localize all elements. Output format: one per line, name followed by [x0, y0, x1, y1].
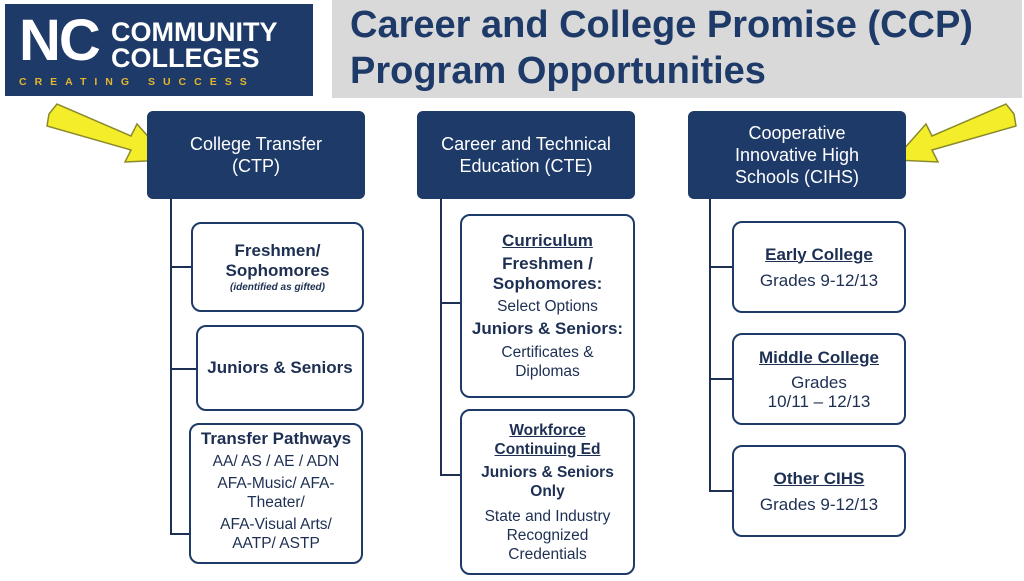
- box-subheading: Only: [530, 482, 565, 500]
- box-heading: Workforce: [509, 421, 586, 439]
- middle-college-box: [732, 333, 906, 425]
- header-line: Innovative High: [734, 145, 860, 165]
- other-cihs-box: [732, 445, 906, 537]
- page-title: [332, 0, 1022, 98]
- cte-header: [417, 111, 635, 199]
- box-line: State and Industry: [484, 507, 611, 525]
- connector-line: [440, 302, 462, 304]
- box-line: Credentials: [508, 545, 587, 563]
- header-line: (CTP): [231, 156, 280, 176]
- box-note: (identified as gifted): [230, 281, 325, 293]
- box-line: Select Options: [497, 298, 598, 315]
- header-line: College Transfer: [189, 134, 323, 154]
- curriculum-box: [460, 214, 635, 398]
- box-line: 10/11 – 12/13: [767, 391, 871, 411]
- box-line: Certificates &: [501, 344, 594, 361]
- box-line: Theater/: [247, 494, 305, 511]
- nc-community-colleges-logo: [5, 4, 313, 96]
- box-heading: Early College: [765, 244, 873, 264]
- logo-tagline: CREATING SUCCESS: [19, 76, 255, 88]
- transfer-pathways-box: [189, 423, 363, 564]
- box-subheading: Juniors & Seniors: [481, 463, 614, 481]
- connector-line: [170, 368, 196, 370]
- juniors-seniors-box: [196, 325, 364, 411]
- box-line: AATP/ ASTP: [232, 535, 320, 552]
- box-line: Grades 9-12/13: [759, 270, 879, 290]
- box-title: Transfer Pathways: [200, 429, 352, 448]
- box-line: AFA-Music/ AFA-: [217, 475, 335, 492]
- logo-nc: NC: [19, 8, 99, 73]
- box-title: Freshmen/: [234, 240, 321, 260]
- connector-line: [440, 199, 442, 475]
- connector-line: [709, 199, 711, 491]
- cihs-header: [688, 111, 906, 199]
- logo-community: COMMUNITY: [111, 17, 278, 47]
- connector-line: [170, 266, 192, 268]
- box-subheading: Sophomores:: [492, 274, 603, 293]
- logo-colleges: COLLEGES: [111, 43, 260, 73]
- box-line: Diplomas: [515, 363, 580, 380]
- college-transfer-header: [147, 111, 365, 199]
- connector-line: [709, 490, 733, 492]
- box-heading: Other CIHS: [773, 468, 865, 488]
- box-heading: Continuing Ed: [494, 440, 601, 458]
- connector-line: [170, 533, 190, 535]
- box-title: Juniors & Seniors: [207, 358, 353, 377]
- workforce-continuing-ed-box: [460, 409, 635, 575]
- box-subheading: Juniors & Seniors:: [471, 319, 624, 338]
- box-line: AFA-Visual Arts/: [220, 516, 332, 533]
- box-line: AA/ AS / AE / ADN: [212, 453, 340, 470]
- header-line: Schools (CIHS): [734, 167, 859, 187]
- box-line: Grades 9-12/13: [759, 494, 879, 514]
- box-line: Recognized: [506, 526, 589, 544]
- header-line: Education (CTE): [459, 156, 593, 176]
- right-yellow-arrow-icon: [888, 102, 1018, 172]
- box-heading: Curriculum: [502, 231, 593, 250]
- connector-line: [709, 378, 733, 380]
- box-line: Grades: [791, 372, 847, 392]
- connector-line: [709, 266, 733, 268]
- connector-line: [170, 199, 172, 534]
- box-title: Sophomores: [225, 260, 330, 280]
- box-subheading: Freshmen /: [502, 254, 593, 273]
- title-line-1: Career and College Promise (CCP): [350, 4, 973, 46]
- early-college-box: [732, 221, 906, 313]
- header-line: Career and Technical: [441, 134, 611, 154]
- title-line-2: Program Opportunities: [350, 50, 766, 92]
- connector-line: [440, 474, 462, 476]
- box-heading: Middle College: [759, 347, 879, 367]
- header-line: Cooperative: [748, 123, 846, 143]
- freshmen-sophomores-box: [191, 222, 364, 312]
